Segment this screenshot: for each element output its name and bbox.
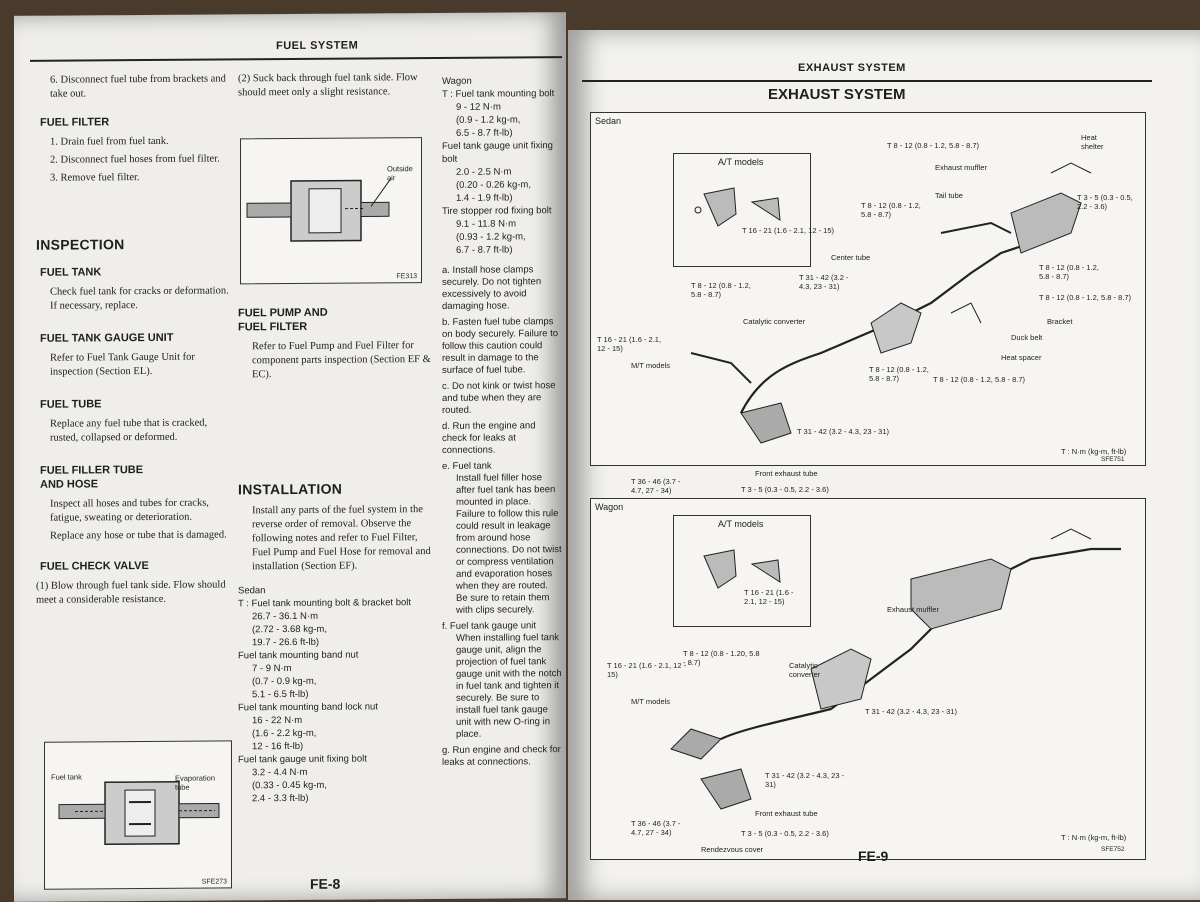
right-page xyxy=(568,30,1200,900)
label-rendezvous-cover: Rendezvous cover xyxy=(701,845,764,854)
spec-line: 3.2 - 4.4 N·m xyxy=(252,766,308,779)
label-duck-belt: Duck belt xyxy=(1011,333,1043,342)
spec-line: T : Fuel tank mounting bolt xyxy=(442,88,555,100)
spec-line: 7 - 9 N·m xyxy=(252,662,292,675)
inset-torque-label: T 16 - 21 (1.6 - 2.1, 12 - 15) xyxy=(744,588,794,606)
wagon-label: Wagon xyxy=(442,75,472,87)
spec-line: 26.7 - 36.1 N·m xyxy=(252,610,318,623)
fuel-tank-heading: FUEL TANK xyxy=(40,266,102,279)
label-tail-tube: Tail tube xyxy=(935,191,963,200)
figure-code: SFE752 xyxy=(1101,846,1125,853)
label-4: T 16 - 21 (1.6 - 2.1, 12 - 15) xyxy=(607,661,687,679)
right-page-footer: FE-9 xyxy=(858,848,889,864)
spec-line: 19.7 - 26.6 ft-lb) xyxy=(252,636,320,649)
check-valve-text: (1) Blow through fuel tank side. Flow should meet a considerable resistance. xyxy=(36,579,226,606)
left-column-2 xyxy=(238,71,434,104)
note-e: e. Fuel tank xyxy=(442,460,492,472)
left-page xyxy=(14,12,566,902)
spec-line: 6.7 - 8.7 ft-lb) xyxy=(456,244,513,256)
label-heat-shelter: Heat shelter xyxy=(1081,133,1104,151)
filler-tube-text-2: Replace any hose or tube that is damaged. xyxy=(50,529,227,542)
label-9: T 36 - 46 (3.7 - 4.7, 27 - 34) xyxy=(631,819,681,837)
spec-line: (1.6 - 2.2 kg-m, xyxy=(252,727,317,740)
installation-notes xyxy=(442,264,562,769)
wagon-spec-list xyxy=(442,87,562,257)
figure-code: FE313 xyxy=(396,273,417,281)
gauge-unit-heading: FUEL TANK GAUGE UNIT xyxy=(40,331,174,345)
fig-label-outside-air: Outside air xyxy=(387,164,413,183)
label-3: T 8 - 12 (0.8 - 1.20, 5.8 - 8.7) xyxy=(683,649,760,667)
label-22: T 36 - 46 (3.7 - 4.7, 27 - 34) xyxy=(631,477,681,495)
note-d: d. Run the engine and check for leaks at connections. xyxy=(442,420,536,456)
note-f: f. Fuel tank gauge unit xyxy=(442,620,537,632)
fuel-tube-text: Replace any fuel tube that is cracked, rusted, collapsed or deformed. xyxy=(50,417,208,444)
right-page-header: EXHAUST SYSTEM xyxy=(798,62,906,74)
note-c: c. Do not kink or twist hose and tube when they are routed. xyxy=(442,380,556,416)
at-models-title: A/T models xyxy=(718,157,764,167)
label-front-exhaust-tube: Front exhaust tube xyxy=(755,809,818,818)
sedan-label: Sedan xyxy=(595,116,622,126)
label-6: T 8 - 12 (0.8 - 1.2, 5.8 - 8.7) xyxy=(861,201,921,219)
check-valve-heading: FUEL CHECK VALVE xyxy=(40,559,149,573)
label-6: T 31 - 42 (3.2 - 4.3, 23 - 31) xyxy=(865,707,957,716)
spec-line: 16 - 22 N·m xyxy=(252,714,303,727)
pump-heading-2: FUEL FILTER xyxy=(238,320,308,334)
filler-tube-heading-1: FUEL FILLER TUBE xyxy=(40,464,144,477)
spec-line: (0.9 - 1.2 kg-m, xyxy=(456,114,521,126)
check-valve-figure xyxy=(44,740,232,889)
inspection-heading: INSPECTION xyxy=(36,236,125,253)
pump-heading-1: FUEL PUMP AND xyxy=(238,306,328,320)
figure-code: SFE273 xyxy=(201,878,227,886)
sedan-spec-list xyxy=(238,596,434,805)
fuel-filter-heading: FUEL FILTER xyxy=(40,116,110,129)
gauge-unit-text: Refer to Fuel Tank Gauge Unit for inspection (Section EL). xyxy=(50,351,195,378)
mt-models-label: M/T models xyxy=(631,697,671,706)
page-title: EXHAUST SYSTEM xyxy=(768,86,906,103)
label-15: T 16 - 21 (1.6 - 2.1, 12 - 15) xyxy=(597,335,662,353)
note-f-text: When installing fuel tank gauge unit, align the projection of fuel tank gauge unit with the notch in fuel tank and tighten it securely. Be sure to install fuel tank gauge unit with new O-ring in place. xyxy=(456,632,562,740)
left-column-2-lower xyxy=(238,305,434,805)
torque-legend: T : N·m (kg-m, ft-lb) xyxy=(1061,447,1127,456)
installation-text: Install any parts of the fuel system in the reverse order of removal. Observe the following notes and refer to Fuel Filter, Fuel Pump and Fuel Hose for removal and installation (Section EF). xyxy=(252,504,431,573)
spec-line: (0.20 - 0.26 kg-m, xyxy=(456,179,531,191)
sedan-label: Sedan xyxy=(238,585,266,597)
suck-back-drawing xyxy=(241,138,421,283)
step-2: (2) Suck back through fuel tank side. Flow should meet only a slight resistance. xyxy=(238,72,418,99)
fuel-tube-heading: FUEL TUBE xyxy=(40,398,102,411)
label-heat-spacer: Heat spacer xyxy=(1001,353,1042,362)
spec-line: (0.7 - 0.9 kg-m, xyxy=(252,675,317,688)
note-g: g. Run engine and check for leaks at connections. xyxy=(442,744,561,768)
fuel-filter-step-2: 2. Disconnect fuel hoses from fuel filter. xyxy=(50,153,220,166)
spec-line: Fuel tank gauge unit fixing bolt xyxy=(238,753,367,766)
pump-text: Refer to Fuel Pump and Fuel Filter for component parts inspection (Section EF & EC). xyxy=(252,340,431,381)
left-page-header: FUEL SYSTEM xyxy=(276,39,359,53)
spec-line: 2.0 - 2.5 N·m xyxy=(456,166,512,178)
label-catalytic-converter: Catalytic converter xyxy=(743,317,806,326)
label-23: T 3 - 5 (0.3 - 0.5, 2.2 - 3.6) xyxy=(741,485,829,494)
label-7: T 31 - 42 (3.2 - 4.3, 23 - 31) xyxy=(765,771,845,789)
spec-line: 5.1 - 6.5 ft-lb) xyxy=(252,688,309,701)
inset-torque-label: T 16 - 21 (1.6 - 2.1, 12 - 15) xyxy=(742,226,834,235)
sedan-exhaust-figure xyxy=(590,112,1146,495)
wagon-exhaust-drawing xyxy=(591,499,1145,859)
spec-line: 2.4 - 3.3 ft-lb) xyxy=(252,792,309,805)
label-1: T 8 - 12 (0.8 - 1.2, 5.8 - 8.7) xyxy=(887,141,979,150)
label-catalytic-converter: Catalytic converter xyxy=(789,661,821,679)
wagon-exhaust-figure xyxy=(590,498,1146,860)
at-models-title: A/T models xyxy=(718,519,764,529)
label-10: T 31 - 42 (3.2 - 4.3, 23 - 31) xyxy=(799,273,849,291)
step-6: 6. Disconnect fuel tube from brackets and take out. xyxy=(50,73,226,100)
fuel-filter-step-3: 3. Remove fuel filter. xyxy=(50,172,140,184)
label-center-tube: Center tube xyxy=(831,253,871,262)
check-valve-drawing xyxy=(45,741,231,888)
filler-tube-heading-2: AND HOSE xyxy=(40,478,99,491)
spec-line: Tire stopper rod fixing bolt xyxy=(442,205,552,217)
spec-line: 9 - 12 N·m xyxy=(456,101,501,113)
header-rule xyxy=(582,80,1152,82)
label-20: T 31 - 42 (3.2 - 4.3, 23 - 31) xyxy=(797,427,889,436)
left-column-3 xyxy=(442,74,562,773)
fuel-filter-step-1: 1. Drain fuel from fuel tank. xyxy=(50,135,169,148)
fuel-tank-text: Check fuel tank for cracks or deformation. If necessary, replace. xyxy=(50,285,229,312)
note-a: a. Install hose clamps securely. Do not tighten excessively to avoid damaging hose. xyxy=(442,264,542,312)
label-19: T 8 - 12 (0.8 - 1.2, 5.8 - 8.7) xyxy=(933,375,1025,384)
header-rule xyxy=(30,56,562,62)
note-e-text: Install fuel filler hose after fuel tank has been mounted in place. Failure to follow this rule could result in leakage from around hose connections. Do not twist or compress ventilation and evaporation hoses when they are routed. Be sure to retain them with clips securely. xyxy=(456,472,562,616)
spec-line: (0.33 - 0.45 kg-m, xyxy=(252,779,327,792)
spec-line: Fuel tank mounting band lock nut xyxy=(238,701,378,714)
left-column-1 xyxy=(36,72,234,611)
sedan-exhaust-drawing xyxy=(591,113,1145,465)
spec-line: 1.4 - 1.9 ft-lb) xyxy=(456,192,513,204)
installation-heading: INSTALLATION xyxy=(238,480,343,498)
spec-line: T : Fuel tank mounting bolt & bracket bolt xyxy=(238,597,412,610)
spec-line: Fuel tank mounting band nut xyxy=(238,649,359,662)
label-exhaust-muffler: Exhaust muffler xyxy=(887,605,939,614)
left-page-footer: FE-8 xyxy=(310,875,341,892)
wagon-label: Wagon xyxy=(595,502,624,512)
figure-code: SFE751 xyxy=(1101,456,1125,463)
label-11: T 8 - 12 (0.8 - 1.2, 5.8 - 8.7) xyxy=(1039,263,1099,281)
label-exhaust-muffler: Exhaust muffler xyxy=(935,163,987,172)
label-12: T 8 - 12 (0.8 - 1.2, 5.8 - 8.7) xyxy=(1039,293,1131,302)
spec-line: 6.5 - 8.7 ft-lb) xyxy=(456,127,513,139)
fig-label-fuel-tank: Fuel tank xyxy=(51,772,82,782)
spec-line: 9.1 - 11.8 N·m xyxy=(456,218,517,230)
torque-legend: T : N·m (kg-m, ft-lb) xyxy=(1061,833,1127,842)
spec-line: (0.93 - 1.2 kg-m, xyxy=(456,231,526,243)
label-8: T 8 - 12 (0.8 - 1.2, 5.8 - 8.7) xyxy=(691,281,751,299)
label-front-exhaust-tube: Front exhaust tube xyxy=(755,469,818,478)
suck-back-figure xyxy=(240,137,422,284)
mt-models-label: M/T models xyxy=(631,361,671,370)
spec-line: Fuel tank gauge unit fixing bolt xyxy=(442,140,553,165)
spec-line: (2.72 - 3.68 kg-m, xyxy=(252,623,327,636)
filler-tube-text-1: Inspect all hoses and tubes for cracks, fatigue, sweating or deterioration. xyxy=(50,497,209,524)
label-18: T 8 - 12 (0.8 - 1.2, 5.8 - 8.7) xyxy=(869,365,929,383)
label-10: T 3 - 5 (0.3 - 0.5, 2.2 - 3.6) xyxy=(741,829,829,838)
note-b: b. Fasten fuel tube clamps on body securely. Failure to follow this caution could result in damage to the surface of fuel tube. xyxy=(442,316,558,376)
label-5: T 3 - 5 (0.3 - 0.5, 2.2 - 3.6) xyxy=(1077,193,1133,211)
fig-label-evaporation: Evaporation tube xyxy=(175,773,216,792)
label-bracket: Bracket xyxy=(1047,317,1073,326)
spec-line: 12 - 16 ft-lb) xyxy=(252,740,304,753)
